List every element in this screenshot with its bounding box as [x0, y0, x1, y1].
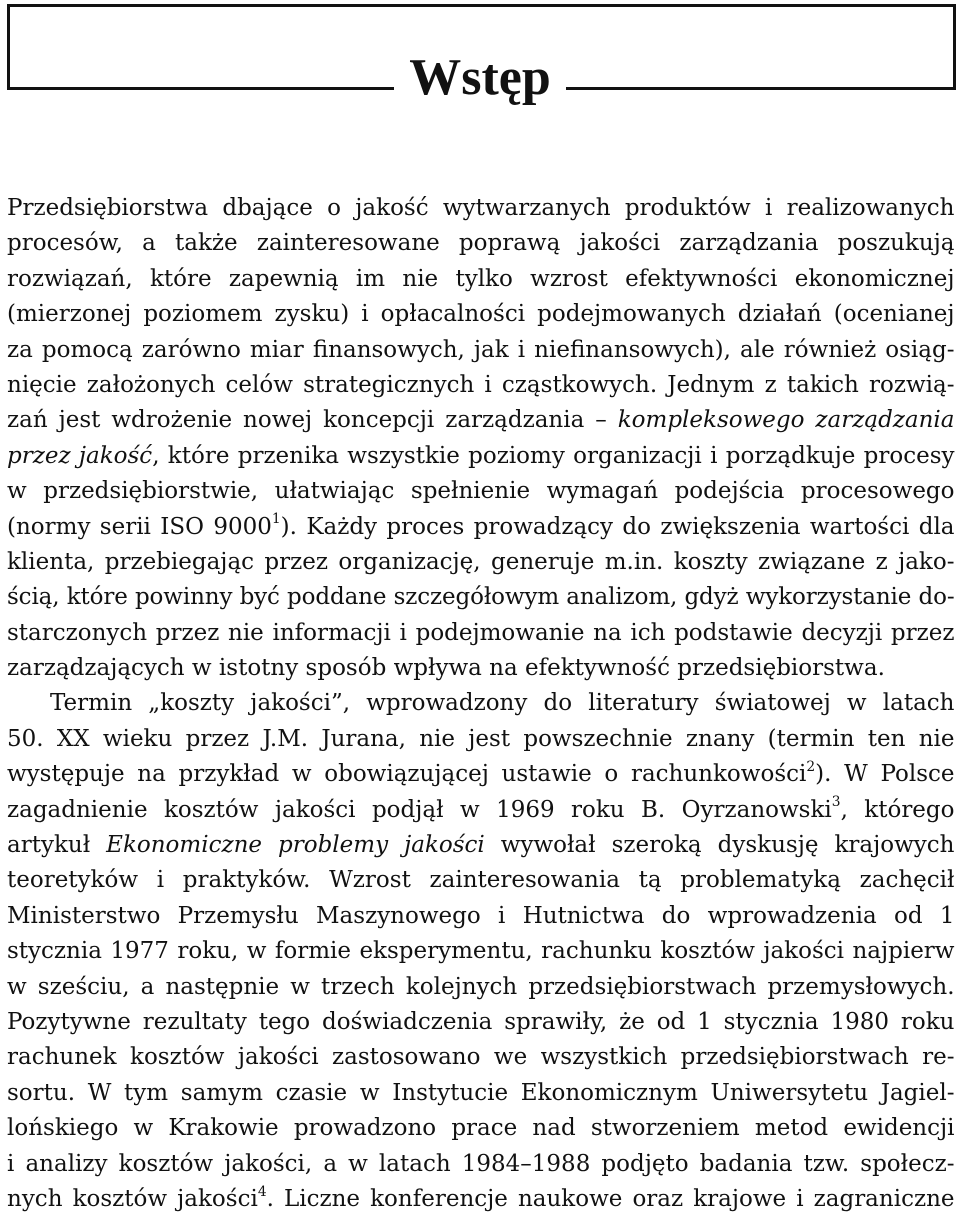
line-text: Ministerstwo Przemysłu Maszynowego i Hutnictwa do wprowadzenia od 1: [7, 902, 955, 929]
footnote-ref: 1: [271, 511, 281, 528]
line-text: za pomocą zarówno miar finansowych, jak i niefinansowych), ale również osiąg-: [7, 336, 955, 363]
line-text: [7, 761, 955, 787]
line-text: sortu. W tym samym czasie w Instytucie Ekonomicznym Uniwersytetu Jagiel-: [7, 1079, 955, 1106]
line-text: i analizy kosztów jakości, a w latach 1984–1988 podjęto badania tzw. społecz-: [7, 1150, 955, 1177]
line-text: [7, 794, 955, 823]
emphasis-text: Ekonomiczne problemy jakości: [106, 832, 485, 859]
text-line: [7, 1042, 955, 1072]
text-line: [7, 228, 955, 258]
text-line: [7, 547, 955, 577]
paragraph: [7, 193, 955, 683]
text-line: [7, 512, 955, 542]
line-segment: zań jest wdrożenie nowej koncepcji zarządzania –: [7, 407, 618, 434]
line-text: w przedsiębiorstwie, ułatwiając spełnienie wymagań podejścia procesowego: [7, 478, 955, 505]
line-segment: artykuł: [7, 832, 107, 859]
text-line: [7, 405, 955, 435]
body-text: [7, 193, 955, 1214]
line-text: procesów, a także zainteresowane poprawą jakości zarządzania poszukują: [7, 230, 955, 257]
text-line: [7, 653, 955, 683]
text-line: [7, 582, 955, 612]
text-line: [7, 476, 955, 506]
text-line: [7, 335, 955, 365]
line-text: zarządzających w istotny sposób wpływa na efektywność przedsiębiorstwa.: [7, 655, 885, 682]
line-text: Termin „koszty jakości”, wprowadzony do literatury światowej w latach: [50, 690, 955, 717]
line-segment: nych kosztów jakości: [7, 1185, 258, 1212]
line-text: 50. XX wieku przez J.M. Jurana, nie jest powszechnie znany (termin ten nie: [7, 725, 955, 752]
text-line: [50, 688, 955, 718]
line-text: Pozytywne rezultaty tego doświadczenia sprawiły, że od 1 stycznia 1980 roku: [7, 1008, 955, 1035]
line-text: Przedsiębiorstwa dbające o jakość wytwarzanych produktów i realizowanych: [7, 195, 955, 221]
line-text: [7, 443, 955, 469]
line-text: [7, 511, 955, 540]
line-segment: ). W Polsce: [815, 761, 955, 788]
line-segment: zagadnienie kosztów jakości podjął w 1969 roku B. Oyrzanowski: [7, 796, 832, 823]
text-line: [7, 1007, 955, 1037]
line-segment: wywołał szeroką dyskusję krajowych: [484, 832, 955, 859]
line-segment: , które przenika wszystkie poziomy organizacji i porządkuje procesy: [152, 442, 955, 469]
line-segment: , którego: [840, 796, 955, 823]
line-text: ścią, które powinny być poddane szczegółowym analizom, gdyż wykorzystanie do-: [7, 584, 955, 611]
line-text: teoretyków i praktyków. Wzrost zainteresowania tą problematyką zachęcił: [7, 867, 955, 894]
text-line: [7, 865, 955, 895]
line-segment: występuje na przykład w obowiązującej ustawie o rachunkowości: [7, 761, 807, 788]
text-line: [7, 264, 955, 294]
chapter-heading: Wstęp: [394, 48, 566, 108]
emphasis-text: kompleksowego zarządzania: [617, 407, 955, 434]
text-line: [7, 972, 955, 1002]
text-line: [7, 724, 955, 754]
line-text: klienta, przebiegając przez organizację, generuje m.in. koszty związane z jako-: [7, 548, 955, 575]
line-segment: . Liczne konferencje naukowe oraz krajowe i zagraniczne: [266, 1185, 955, 1212]
line-text: nięcie założonych celów strategicznych i cząstkowych. Jednym z takich rozwią-: [7, 371, 955, 398]
line-text: rozwiązań, które zapewnią im nie tylko wzrost efektywności ekonomicznej: [7, 265, 955, 292]
text-line: [7, 441, 955, 471]
footnote-ref: 2: [806, 759, 816, 775]
text-line: [7, 936, 955, 966]
text-line: [7, 901, 955, 931]
line-text: [7, 832, 954, 858]
heading-container: [0, 48, 960, 108]
paragraph: [7, 688, 955, 1213]
text-line: [7, 299, 955, 329]
line-text: [7, 407, 955, 433]
footnote-ref: 3: [831, 794, 841, 811]
text-line: [7, 618, 955, 648]
text-line: [7, 830, 955, 860]
text-line: [7, 1184, 955, 1214]
text-line: [7, 1113, 955, 1143]
line-text: w sześciu, a następnie w trzech kolejnych przedsiębiorstwach przemysłowych.: [7, 973, 955, 1000]
footnote-ref: 4: [257, 1183, 267, 1200]
line-text: starczonych przez nie informacji i podejmowanie na ich podstawie decyzji przez: [7, 619, 955, 646]
emphasis-text: przez jakość: [7, 442, 153, 469]
text-line: [7, 1149, 955, 1179]
line-text: stycznia 1977 roku, w formie eksperymentu, rachunku kosztów jakości najpierw: [7, 938, 955, 965]
text-line: [7, 193, 955, 223]
line-text: rachunek kosztów jakości zastosowano we wszystkich przedsiębiorstwach re-: [7, 1044, 955, 1071]
line-segment: (normy serii ISO 9000: [7, 513, 272, 540]
line-text: [7, 1183, 955, 1212]
text-line: [7, 759, 955, 789]
line-text: lońskiego w Krakowie prowadzono prace nad stworzeniem metod ewidencji: [7, 1115, 955, 1142]
text-line: [7, 1078, 955, 1108]
text-line: [7, 370, 955, 400]
line-text: (mierzonej poziomem zysku) i opłacalności podejmowanych działań (ocenianej: [7, 301, 955, 328]
line-segment: ). Każdy proces prowadzący do zwiększenia wartości dla: [280, 513, 955, 540]
text-line: [7, 795, 955, 825]
